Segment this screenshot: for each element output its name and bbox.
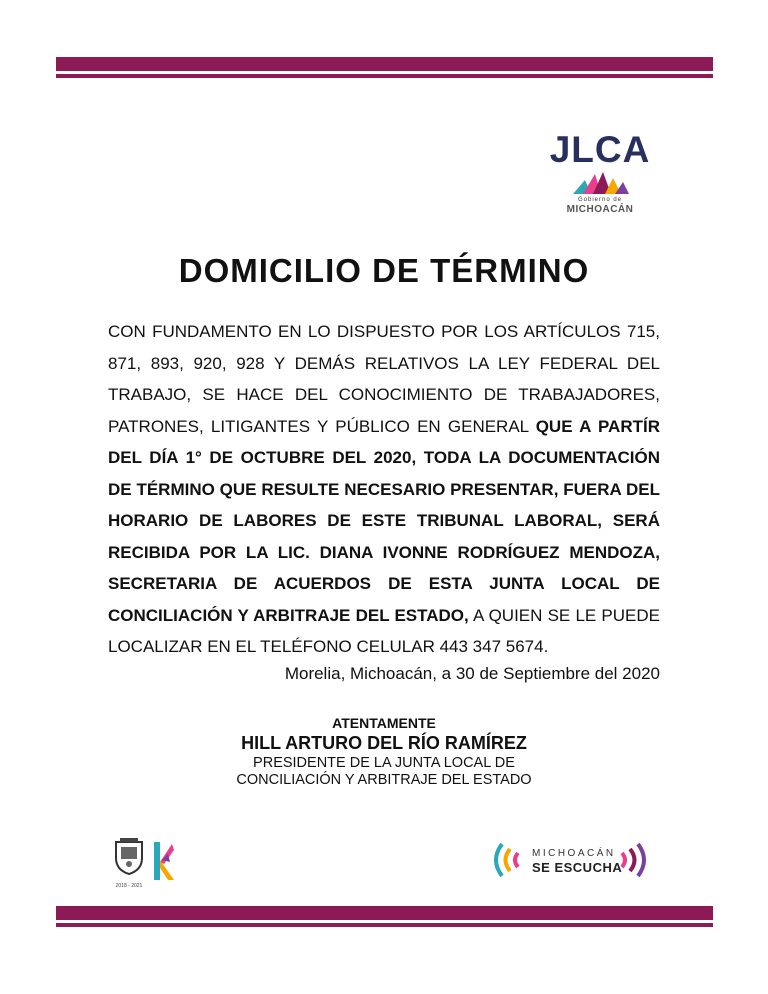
place-date-line: Morelia, Michoacán, a 30 de Septiembre del 2020 bbox=[284, 664, 660, 683]
closing-salutation: ATENTAMENTE bbox=[332, 715, 436, 731]
jlca-logo-mark bbox=[565, 170, 635, 196]
michoacan-se-escucha-logo bbox=[488, 838, 663, 882]
signatory-role bbox=[0, 755, 768, 789]
top-band-thin bbox=[56, 74, 713, 78]
jlca-logo-state: MICHOACÁN bbox=[566, 204, 634, 215]
notice-body bbox=[108, 316, 660, 663]
k-logo bbox=[152, 836, 176, 886]
seal-years: 2018 - 2021 bbox=[115, 883, 143, 889]
state-seal-logo bbox=[110, 836, 148, 889]
bottom-decorative-band bbox=[56, 906, 713, 927]
jlca-logo-subtitle: Gobierno de bbox=[577, 197, 623, 203]
document-title: DOMICILIO DE TÉRMINO bbox=[178, 252, 590, 289]
coat-of-arms-icon bbox=[110, 836, 148, 876]
notice-body-contact: A QUIEN SE LE PUEDE LOCALIZAR EN EL TELÉFONO CELULAR 443 347 5674. bbox=[108, 605, 660, 656]
bottom-band-thick bbox=[56, 906, 713, 920]
signatory-name: HILL ARTURO DEL RÍO RAMÍREZ bbox=[241, 733, 527, 753]
top-band-thick bbox=[56, 57, 713, 71]
k-mark-icon bbox=[152, 836, 176, 886]
notice-body-intro: CON FUNDAMENTO EN LO DISPUESTO POR LOS ARTÍCULOS 715, 871, 893, 920, 928 Y DEMÁS RELATIVOS LA LEY FEDERAL DEL TRABAJO, SE HACE DEL CONOCIMIENTO DE TRABAJADORES, PATRONES, LITIGANTES Y PÚBLICO EN GENERAL bbox=[108, 322, 660, 436]
bottom-band-thin bbox=[56, 923, 713, 927]
jlca-logo bbox=[545, 130, 655, 220]
jlca-logo-letters: JLCA bbox=[549, 129, 651, 170]
signatory-role-line1: PRESIDENTE DE LA JUNTA LOCAL DE bbox=[253, 755, 515, 771]
campaign-line2: SE ESCUCHA bbox=[532, 860, 623, 875]
campaign-line1: MICHOACÁN bbox=[532, 848, 616, 859]
signatory-role-line2: CONCILIACIÓN Y ARBITRAJE DEL ESTADO bbox=[236, 772, 532, 788]
notice-body-emphasis: QUE A PARTÍR DEL DÍA 1° DE OCTUBRE DEL 2020, TODA LA DOCUMENTACIÓN DE TÉRMINO QUE RESULTE NECESARIO PRESENTAR, FUERA DEL HORARIO DE LABORES DE ESTE TRIBUNAL LABORAL, SERÁ RECIBIDA POR LA LIC. DIANA IVONNE RODRÍGUEZ MENDOZA, SECRETARIA DE ACUERDOS DE ESTA JUNTA LOCAL DE CONCILIACIÓN Y ARBITRAJE DEL ESTADO, bbox=[108, 416, 660, 625]
top-decorative-band bbox=[56, 57, 713, 78]
